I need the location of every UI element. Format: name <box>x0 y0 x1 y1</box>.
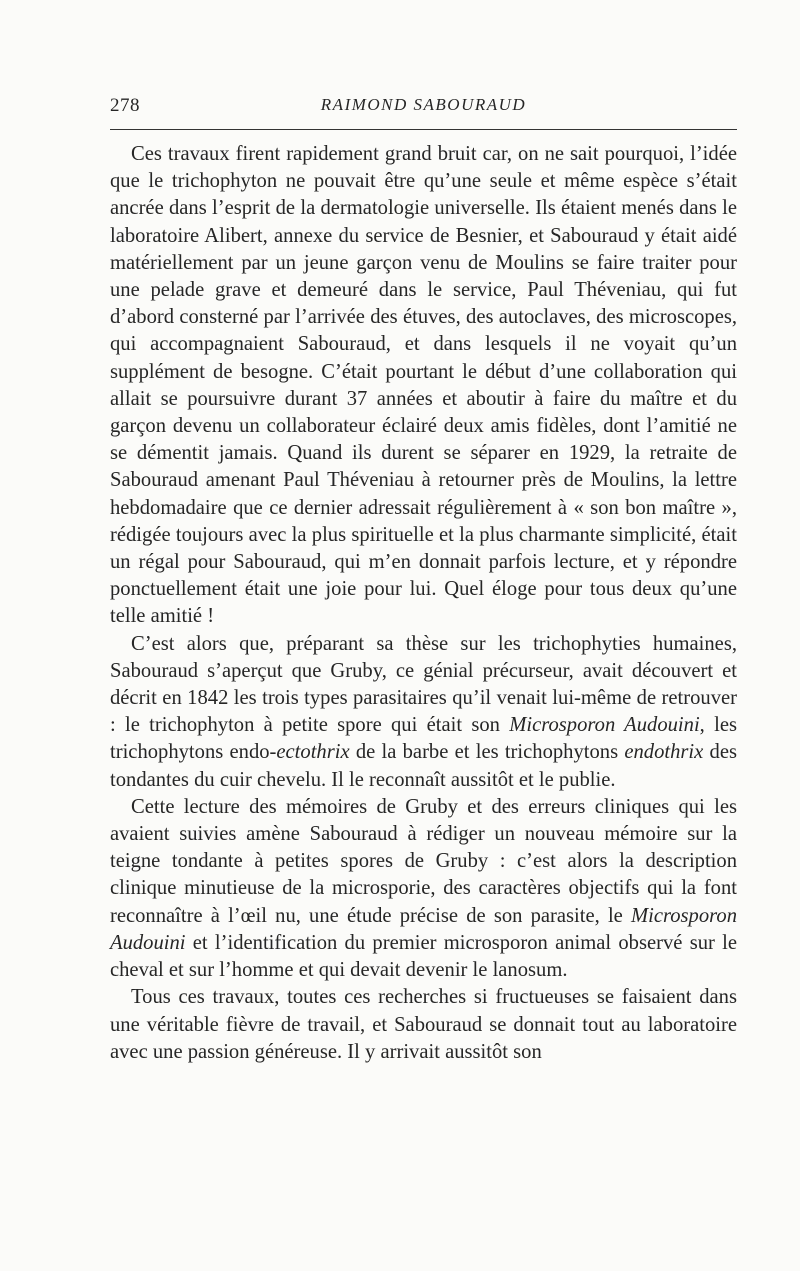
page-number: 278 <box>110 95 140 116</box>
term-ectothrix-italic: ectothrix <box>276 741 350 764</box>
running-title: RAIMOND SABOURAUD <box>320 95 527 114</box>
paragraph-2 <box>110 631 737 794</box>
paragraph-3 <box>110 794 737 984</box>
paragraph-3-text-a: Cette lecture des mémoires de Gruby et des erreurs cliniques qui les avaient suivies amène Sabouraud à rédiger un nouveau mémoire sur la teigne tondante à petites spores de Gruby : c’est alors la description clinique minutieuse de la microsporie, des caractères objectifs qui la font reconnaître à l’œil nu, une étude précise de son parasite, le <box>110 795 737 927</box>
paragraph-1: Ces travaux firent rapidement grand bruit car, on ne sait pourquoi, l’idée que le trichophyton ne pouvait être qu’une seule et même espèce s’était ancrée dans l’esprit de la dermatologie universelle. Ils étaient menés dans le laboratoire Alibert, annexe du service de Besnier, et Sabouraud y était aidé matériellement par un jeune garçon venu de Moulins se faire traiter pour une pelade grave et demeuré dans le service, Paul Théveniau, qui fut d’abord consterné par l’arrivée des étuves, des autoclaves, des microscopes, qui accompagnaient Sabouraud, et dans lesquels il ne voyait qu’un supplément de besogne. C’était pourtant le début d’une collaboration qui allait se poursuivre durant 37 années et aboutir à faire du maître et du garçon devenu un collaborateur éclairé deux amis fidèles, dont l’amitié ne se démentit jamais. Quand ils durent se séparer en 1929, la retraite de Sabouraud amenant Paul Théveniau à retourner près de Moulins, la lettre hebdomadaire que ce dernier adressait régulièrement à « son bon maître », rédigée toujours avec la plus spirituelle et la plus charmante simplicité, était un régal pour Sabouraud, qui m’en donnait parfois lecture, et y répondre ponctuellement était une joie pour lui. Quel éloge pour tous deux qu’une telle amitié ! <box>110 143 737 628</box>
paragraph-2-text-d: des tondantes du cuir chevelu. Il le reconnaît aussitôt et le publie. <box>110 741 737 791</box>
body-text <box>110 141 737 1066</box>
paragraph-4: Tous ces travaux, toutes ces recherches si fructueuses se faisaient dans une véritable fièvre de travail, et Sabouraud se donnait tout au laboratoire avec une passion généreuse. Il y arrivait aussitôt son <box>110 986 737 1063</box>
header-rule <box>110 129 737 130</box>
species-name-italic: Microsporon Audouini <box>110 904 737 954</box>
paragraph-2-text-c: de la barbe et les trichophytons <box>349 741 625 764</box>
species-name-italic: Microsporon Audouini <box>509 714 700 737</box>
paragraph-2-text-a: C’est alors que, préparant sa thèse sur les trichophyties humaines, Sabouraud s’aperçut que Gruby, ce génial précurseur, avait découvert et décrit en 1842 les trois types parasitaires qu’il venait lui-même de retrouver : le trichophyton à petite spore qui était son <box>110 632 737 737</box>
paragraph-2-text-b: , les trichophytons endo- <box>110 714 737 764</box>
paragraph-3-text-b: et l’identification du premier microsporon animal observé sur le cheval et sur l’homme et qui devait devenir le lanosum. <box>110 931 737 982</box>
page-header <box>110 95 737 121</box>
term-endothrix-italic: endothrix <box>624 741 704 764</box>
